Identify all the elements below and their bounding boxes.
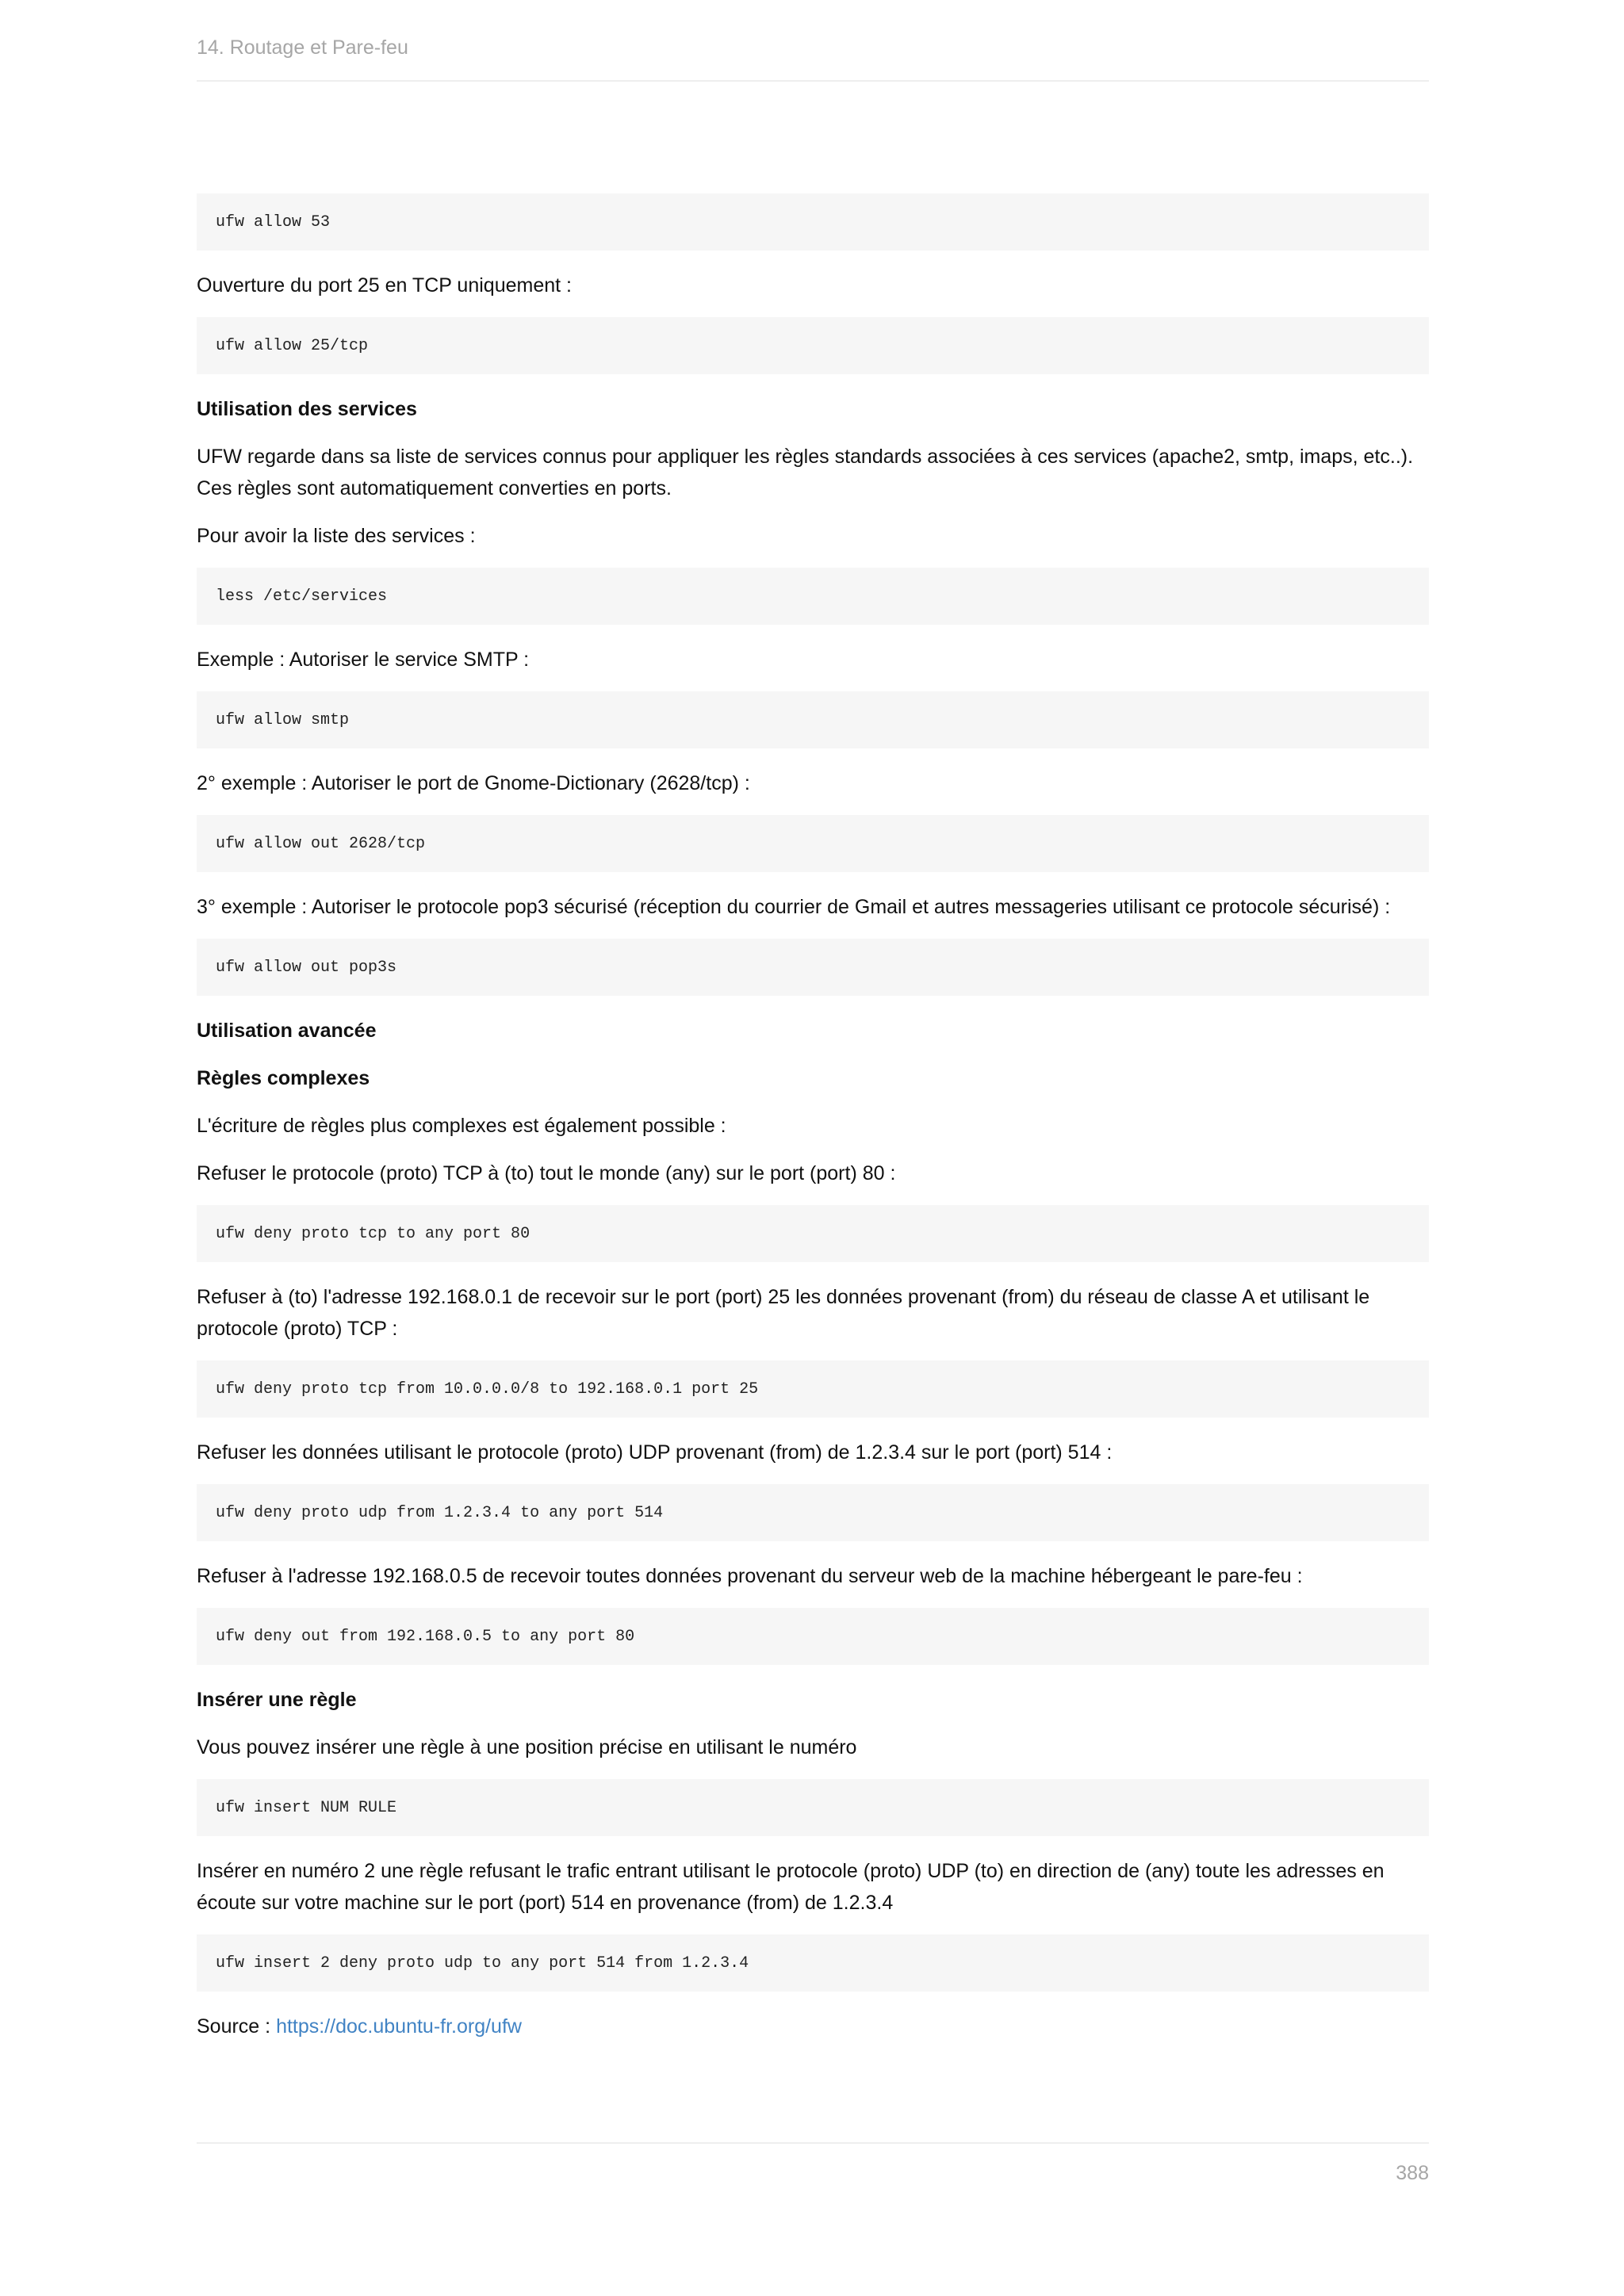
code-block: less /etc/services bbox=[197, 568, 1429, 625]
section-heading: Utilisation avancée bbox=[197, 1020, 377, 1042]
document-page bbox=[197, 0, 1429, 2296]
source-label: Source : bbox=[197, 2015, 277, 2038]
code-block: ufw deny proto udp from 1.2.3.4 to any port 514 bbox=[197, 1484, 1429, 1541]
page-content bbox=[197, 193, 1429, 2058]
source-link[interactable]: https://doc.ubuntu-fr.org/ufw bbox=[276, 2015, 522, 2038]
paragraph: Refuser à (to) l'adresse 192.168.0.1 de recevoir sur le port (port) 25 les données provenant (from) du réseau de classe A et utilisant le protocole (proto) TCP : bbox=[197, 1286, 1370, 1340]
section-heading: Utilisation des services bbox=[197, 398, 417, 420]
subsection-heading: Règles complexes bbox=[197, 1067, 370, 1089]
footer-divider bbox=[197, 2142, 1429, 2144]
paragraph: Pour avoir la liste des services : bbox=[197, 525, 476, 547]
paragraph: Refuser à l'adresse 192.168.0.5 de recevoir toutes données provenant du serveur web de la machine hébergeant le pare-feu : bbox=[197, 1565, 1303, 1587]
paragraph: Refuser les données utilisant le protocole (proto) UDP provenant (from) de 1.2.3.4 sur le port (port) 514 : bbox=[197, 1441, 1113, 1464]
code-block: ufw deny proto tcp to any port 80 bbox=[197, 1205, 1429, 1262]
code-block: ufw deny out from 192.168.0.5 to any port 80 bbox=[197, 1608, 1429, 1665]
code-block: ufw deny proto tcp from 10.0.0.0/8 to 192.168.0.1 port 25 bbox=[197, 1360, 1429, 1418]
paragraph: Exemple : Autoriser le service SMTP : bbox=[197, 649, 530, 671]
source-line bbox=[197, 2011, 1429, 2042]
code-block: ufw allow out pop3s bbox=[197, 939, 1429, 996]
paragraph: Vous pouvez insérer une règle à une position précise en utilisant le numéro bbox=[197, 1736, 857, 1758]
paragraph: 3° exemple : Autoriser le protocole pop3 sécurisé (réception du courrier de Gmail et autres messageries utilisant ce protocole sécurisé) : bbox=[197, 896, 1391, 918]
paragraph: Ouverture du port 25 en TCP uniquement : bbox=[197, 274, 572, 297]
running-header: 14. Routage et Pare-feu bbox=[197, 36, 408, 59]
paragraph: UFW regarde dans sa liste de services connus pour appliquer les règles standards associées à ces services (apache2, smtp, imaps, etc..). Ces règles sont automatiquement converties en ports. bbox=[197, 446, 1414, 499]
page-number: 388 bbox=[1396, 2162, 1429, 2184]
code-block: ufw allow 53 bbox=[197, 193, 1429, 251]
paragraph: L'écriture de règles plus complexes est également possible : bbox=[197, 1115, 726, 1137]
code-block: ufw allow 25/tcp bbox=[197, 317, 1429, 374]
code-block: ufw allow out 2628/tcp bbox=[197, 815, 1429, 872]
paragraph: Refuser le protocole (proto) TCP à (to) tout le monde (any) sur le port (port) 80 : bbox=[197, 1162, 896, 1184]
paragraph: Insérer en numéro 2 une règle refusant le trafic entrant utilisant le protocole (proto) UDP (to) en direction de (any) toute les adresses en écoute sur votre machine sur le port (port) 514 en provenance (from) de 1.2.3.4 bbox=[197, 1860, 1385, 1914]
code-block: ufw insert 2 deny proto udp to any port 514 from 1.2.3.4 bbox=[197, 1934, 1429, 1992]
paragraph: 2° exemple : Autoriser le port de Gnome-Dictionary (2628/tcp) : bbox=[197, 772, 750, 794]
header-divider bbox=[197, 80, 1429, 82]
code-block: ufw insert NUM RULE bbox=[197, 1779, 1429, 1836]
code-block: ufw allow smtp bbox=[197, 691, 1429, 748]
subsection-heading: Insérer une règle bbox=[197, 1689, 357, 1711]
